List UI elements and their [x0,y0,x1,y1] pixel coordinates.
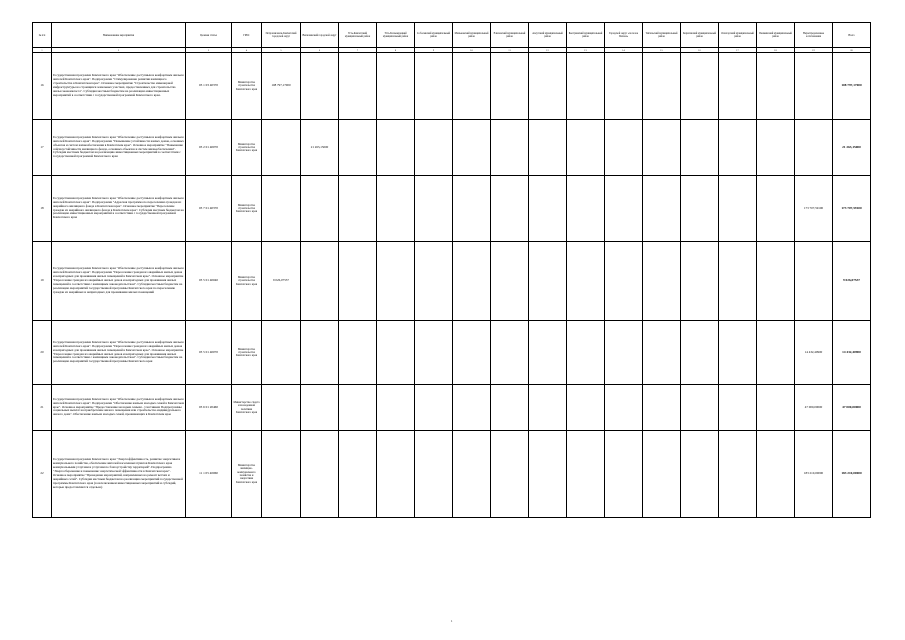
column-number: 17 [719,48,757,53]
table-row [33,242,871,321]
total-cell: 21 263,15000 [833,120,871,176]
amount-cell [415,120,453,176]
column-number: 7 [339,48,377,53]
amount-cell [757,176,795,242]
amount-cell [377,321,415,385]
target-article: 11 1 05 40060 [186,431,232,518]
header-cell: Олюторский муниципальный район [719,23,757,48]
row-number: 22 [33,431,52,518]
header-cell: Вилючинский городской округ [301,23,339,48]
amount-cell [529,431,567,518]
amount-cell [339,431,377,518]
header-row [33,23,871,48]
amount-cell: 9 026,07537 [262,242,301,321]
amount-cell [567,431,605,518]
amount-cell [643,385,681,431]
amount-cell [415,242,453,321]
amount-cell [301,242,339,321]
header-cell: ГРБС [232,23,262,48]
column-number: 13 [567,48,605,53]
target-article: 03 5 01 40040 [186,242,232,321]
amount-cell [301,53,339,120]
amount-cell [681,242,719,321]
amount-cell [491,176,529,242]
header-cell: Городской округ «поселок Палана» [605,23,643,48]
amount-cell [301,176,339,242]
table-row [33,321,871,385]
amount-cell [453,431,491,518]
grbs-name: Министерство жилищно-коммунального хозяйства и энергетики Камчатского края [232,431,262,518]
amount-cell: 173 707,59100 [795,176,833,242]
amount-cell [415,53,453,120]
amount-cell [377,242,415,321]
amount-cell [567,242,605,321]
total-cell: 47 000,00000 [833,385,871,431]
amount-cell [529,242,567,321]
measure-name: Государственная программа Камчатского края "Обеспечение доступным и комфортным жильем жителей Камчатского края". Подпрограмма "Переселение граждан из аварийных жилых домов и непригодных для проживания жилых помещений в Камчатском крае". Основное мероприятие "Переселение граждан из аварийных жилых домов и непригодных для проживания жилых помещений в соответствии с жилищным законодательством". Субсидия местным бюджетам на реализацию мероприятий государственной программы Камчатского края [52,321,186,385]
amount-cell [567,385,605,431]
budget-table-sheet [32,22,862,518]
row-number: 21 [33,385,52,431]
amount-cell [377,176,415,242]
measure-name: Государственная программа Камчатского края "Обеспечение доступным и комфортным жильем жителей Камчатского края". Подпрограмма "Повышение устойчивости жилых домов, основных объектов и систем жизнеобеспечения в Камчатском крае". Основное мероприятие "Повышение сейсмоустойчивости жилищного фонда, основных объектов и систем жизнеобеспечения". Субсидия местным бюджетам на реализацию инвестиционных мероприятий в соответствии с государственной программой Камчатского края [52,120,186,176]
column-number: 1 [33,48,52,53]
amount-cell [453,242,491,321]
amount-cell [339,242,377,321]
amount-cell: 21 263,15000 [301,120,339,176]
amount-cell [681,176,719,242]
amount-cell [262,120,301,176]
amount-cell [757,120,795,176]
amount-cell [301,321,339,385]
amount-cell [681,321,719,385]
header-cell: Всего [833,23,871,48]
column-number: 15 [643,48,681,53]
amount-cell [567,321,605,385]
amount-cell [529,53,567,120]
column-number: 10 [453,48,491,53]
amount-cell [377,431,415,518]
amount-cell [757,53,795,120]
column-number: 14 [605,48,643,53]
amount-cell [491,53,529,120]
grbs-name: Министерство спорта и молодежной политики Камчатского края [232,385,262,431]
amount-cell [453,120,491,176]
amount-cell [643,431,681,518]
measure-name: Государственная программа Камчатского края "Обеспечение доступным и комфортным жильем жителей Камчатского края". Подпрограмма "Переселение граждан из аварийных жилых домов и непригодных для проживания жилых помещений в Камчатском крае". Основное мероприятие "Переселение граждан из аварийных жилых домов и непригодных для проживания жилых помещений в соответствии с жилищным законодательством". Субсидия местным бюджетам на реализацию мероприятий государственной программы Камчатского края по переселению граждан из аварийных и непригодных для проживания жилых помещений [52,242,186,321]
amount-cell [415,321,453,385]
amount-cell [529,385,567,431]
total-cell: 173 707,59100 [833,176,871,242]
amount-cell [339,321,377,385]
amount-cell [262,176,301,242]
amount-cell: 14 432,40900 [795,321,833,385]
header-cell: Быстринский муниципальный район [567,23,605,48]
target-article: 03 2 01 40070 [186,120,232,176]
grbs-name: Министерство строительства Камчатского края [232,53,262,120]
amount-cell [757,385,795,431]
amount-cell [415,176,453,242]
measure-name: Государственная программа Камчатского края "Обеспечение доступным и комфортным жильем жителей Камчатского края". Подпрограмма "Адресная программа по переселению граждан из аварийного жилищного фонда в Камчатском крае". Основное мероприятие "Переселение граждан из аварийного жилищного фонда в Камчатском крае". Субсидия местным бюджетам на реализацию инвестиционных мероприятий в соответствии с государственной программой Камчатского края [52,176,186,242]
amount-cell [301,431,339,518]
row-number: 18 [33,176,52,242]
amount-cell [757,431,795,518]
table-row [33,53,871,120]
total-cell: 9 026,07537 [833,242,871,321]
amount-cell [681,120,719,176]
measure-name: Государственная программа Камчатского края "Энергоэффективность, развитие энергетики и коммунального хозяйства, обеспечение жителей населенных пунктов Камчатского края коммунальными услугами и услугами по благоустройству территорий". Подпрограмма "Энергосбережение и повышение энергетической эффективности в Камчатском крае". Основное мероприятие "Проведение мероприятий, направленных на ремонт ветхих и аварийных сетей". Субсидия местным бюджетам на реализацию мероприятий государственной программы Камчатского края (за исключением инвестиционных мероприятий и субсидий, которые предоставляются отдельно) [52,431,186,518]
amount-cell [605,53,643,120]
amount-cell [719,242,757,321]
header-cell: Соболевский муниципальный район [415,23,453,48]
amount-cell [339,176,377,242]
amount-cell [529,321,567,385]
page-number: 1 [451,619,453,623]
amount-cell [605,431,643,518]
amount-cell [301,385,339,431]
amount-cell [643,53,681,120]
header-cell: Усть-Большерецкий муниципальный район [377,23,415,48]
column-number: 11 [491,48,529,53]
amount-cell [453,385,491,431]
amount-cell [453,176,491,242]
header-cell: Целевая статья [186,23,232,48]
amount-cell [719,431,757,518]
column-number: 20 [833,48,871,53]
amount-cell [719,120,757,176]
column-number: 4 [232,48,262,53]
amount-cell [453,321,491,385]
amount-cell [757,242,795,321]
amount-cell [491,242,529,321]
amount-cell [529,176,567,242]
header-cell: Елизовский муниципальный район [491,23,529,48]
measure-name: Государственная программа Камчатского края "Обеспечение доступным и комфортным жильем жителей Камчатского края". Подпрограмма "Стимулирование развития жилищного строительства в Камчатском крае". Основное мероприятие "Строительство инженерной инфраструктуры на строящихся земельных участках, предоставленных для строительства жилья экономкласса". Субсидия местным бюджетам на реализацию инвестиционных мероприятий в соответствии с государственной программой Камчатского края. [52,53,186,120]
amount-cell [491,431,529,518]
row-number: 17 [33,120,52,176]
amount-cell [262,431,301,518]
amount-cell [377,120,415,176]
header-cell: № п/п [33,23,52,48]
header-cell: Алеутский муниципальный район [529,23,567,48]
total-cell: 108 797,17000 [833,53,871,120]
amount-cell [643,321,681,385]
header-cell: Тигильский муниципальный район [643,23,681,48]
column-number: 3 [186,48,232,53]
amount-cell [605,120,643,176]
column-number: 18 [757,48,795,53]
column-number: 5 [262,48,301,53]
amount-cell [529,120,567,176]
target-article: 03 7 01 40370 [186,176,232,242]
header-cell: Усть-Камчатский муниципальный район [339,23,377,48]
budget-table [32,22,871,518]
header-cell: Карагинский муниципальный район [681,23,719,48]
amount-cell: 183 210,00000 [795,431,833,518]
amount-cell [757,321,795,385]
column-number: 19 [795,48,833,53]
table-row [33,385,871,431]
amount-cell [567,53,605,120]
amount-cell [415,431,453,518]
header-cell: Наименование мероприятия [52,23,186,48]
amount-cell [262,321,301,385]
amount-cell [605,176,643,242]
row-number: 16 [33,53,52,120]
amount-cell [681,385,719,431]
header-cell: Петропавловск-Камчатский городской округ [262,23,301,48]
header-cell: Мильковский муниципальный район [453,23,491,48]
amount-cell [719,321,757,385]
amount-cell [567,120,605,176]
amount-cell [415,385,453,431]
grbs-name: Министерство строительства Камчатского края [232,321,262,385]
amount-cell [491,321,529,385]
grbs-name: Министерство строительства Камчатского края [232,176,262,242]
column-number: 16 [681,48,719,53]
header-cell: Пенжинский муниципальный район [757,23,795,48]
amount-cell [377,385,415,431]
grbs-name: Министерство строительства Камчатского края [232,120,262,176]
column-number: 6 [301,48,339,53]
amount-cell [491,385,529,431]
amount-cell [262,385,301,431]
column-number: 9 [415,48,453,53]
amount-cell [643,242,681,321]
amount-cell [795,242,833,321]
amount-cell [567,176,605,242]
table-row [33,431,871,518]
amount-cell [681,431,719,518]
column-number: 8 [377,48,415,53]
amount-cell [719,176,757,242]
header-cell: Нераспределенные ассигнования [795,23,833,48]
table-body [33,53,871,518]
amount-cell [643,176,681,242]
amount-cell [339,385,377,431]
amount-cell [605,385,643,431]
column-number: 2 [52,48,186,53]
amount-cell [605,321,643,385]
amount-cell [681,53,719,120]
amount-cell [453,53,491,120]
table-row [33,176,871,242]
measure-name: Государственная программа Камчатского края "Обеспечение доступным и комфортным жильем жителей Камчатского края". Подпрограмма "Обеспечение жильем молодых семей в Камчатском крае". Основное мероприятие "Предоставление молодым семьям - участникам Подпрограммы социальных выплат на приобретение жилого помещения или строительство индивидуального жилого дома". Обеспечение жильем молодых семей, проживающих в Камчатском крае [52,385,186,431]
target-article: 03 5 01 40070 [186,321,232,385]
amount-cell [377,53,415,120]
amount-cell [643,120,681,176]
total-cell: 14 432,40900 [833,321,871,385]
column-number: 12 [529,48,567,53]
amount-cell [339,53,377,120]
target-article: 03 6 01 20460 [186,385,232,431]
amount-cell [339,120,377,176]
target-article: 03 1 03 40370 [186,53,232,120]
amount-cell [719,385,757,431]
table-row [33,120,871,176]
row-number: 20 [33,321,52,385]
amount-cell: 108 797,17000 [262,53,301,120]
amount-cell [605,242,643,321]
amount-cell [491,120,529,176]
grbs-name: Министерство строительства Камчатского края [232,242,262,321]
amount-cell [795,53,833,120]
amount-cell [795,120,833,176]
total-cell: 183 210,00000 [833,431,871,518]
amount-cell [719,53,757,120]
row-number: 19 [33,242,52,321]
amount-cell: 47 000,00000 [795,385,833,431]
